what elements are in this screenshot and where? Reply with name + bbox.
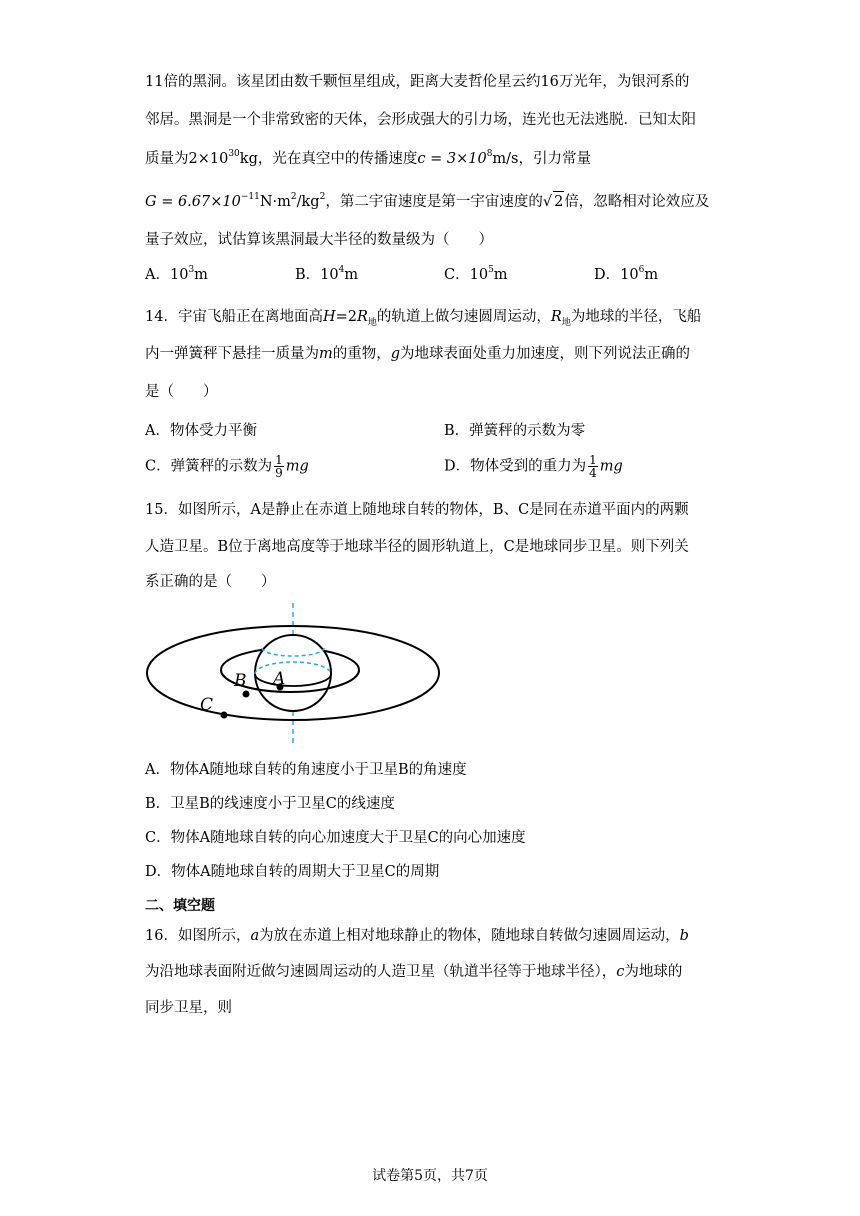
point-c [221,712,228,719]
q16-line-2: 为沿地球表面附近做匀速圆周运动的人造卫星（轨道半径等于地球半径），c为地球的 [145,964,683,980]
q16-line-1: 16．如图所示，a为放在赤道上相对地球静止的物体，随地球自转做匀速圆周运动，b [145,928,689,944]
q13-option-b[interactable]: B．$10^4m$ [295,265,359,283]
q14-option-c[interactable]: C．弹簧秤的示数为 $\frac{1}{9}$ mg [145,453,309,480]
q15-line-2: 人造卫星。B位于离地高度等于地球半径的圆形轨道上，C是地球同步卫星。则下列关 [145,539,689,555]
q15-line-1: 15．如图所示，A是静止在赤道上随地球自转的物体，B、C是同在赤道平面内的两颗 [145,502,689,518]
point-b [243,691,250,698]
q15-option-a[interactable]: A．物体A随地球自转的角速度小于卫星B的角速度 [145,762,467,778]
q15-option-d[interactable]: D．物体A随地球自转的周期大于卫星C的周期 [145,864,440,880]
q13-line-3: 质量为$2\times 10^{30}kg$，光在真空中的传播速度$c = 3\times 10^8m/s$，引力常量 [145,149,591,167]
q13-option-d[interactable]: D．$10^6m$ [594,265,659,283]
q14-option-b[interactable]: B．弹簧秤的示数为零 [444,423,586,439]
q13-line-4: $G = 6.67\times 10^{-11}N\cdot m^2/kg^2$，第二宇宙速度是第一宇宙速度的√ 2倍，忽略相对论效应及 [145,192,710,210]
sqrt-symbol: √ [542,194,553,210]
orbit-figure [140,598,450,748]
q13-option-a[interactable]: A．$10^3m$ [145,265,208,283]
fraction: $\frac{1}{4}$ [589,453,597,480]
label-a: A [273,669,286,689]
q15-option-b[interactable]: B．卫星B的线速度小于卫星C的线速度 [145,796,395,812]
q13-line-2: 邻居。黑洞是一个非常致密的天体，会形成强大的引力场，连光也无法逃脱．已知太阳 [145,112,696,128]
fraction: $\frac{1}{9}$ [275,453,283,480]
q14-line-1: 14．宇宙飞船正在离地面高$H=2R_地$的轨道上做匀速圆周运动，$R_地$为地球的半径，飞船 [145,309,702,328]
label-c: C [200,695,214,715]
q15-line-3: 系正确的是（ ） [145,574,276,590]
q13-line-5: 量子效应，试估算该黑洞最大半径的数量级为（ ） [145,232,493,248]
q14-option-a[interactable]: A．物体受力平衡 [145,423,257,439]
q15-option-c[interactable]: C．物体A随地球自转的向心加速度大于卫星C的向心加速度 [145,830,526,846]
q13-option-c[interactable]: C．$10^5m$ [444,265,508,283]
q16-line-3: 同步卫星，则 [145,1000,232,1016]
section-title: 二、填空题 [145,898,215,914]
q14-option-d[interactable]: D．物体受到的重力为 $\frac{1}{4}$ mg [444,453,623,480]
q14-line-2: 内一弹簧秤下悬挂一质量为m的重物，g为地球表面处重力加速度，则下列说法正确的 [145,346,691,362]
q13-line-1: 11倍的黑洞。该星团由数千颗恒星组成，距离大麦哲伦星云约16万光年，为银河系的 [145,74,690,90]
q14-line-3: 是（ ） [145,384,218,400]
earth-circle [255,635,331,711]
label-b: B [234,671,247,691]
page-footer: 试卷第5页，共7页 [372,1168,488,1184]
